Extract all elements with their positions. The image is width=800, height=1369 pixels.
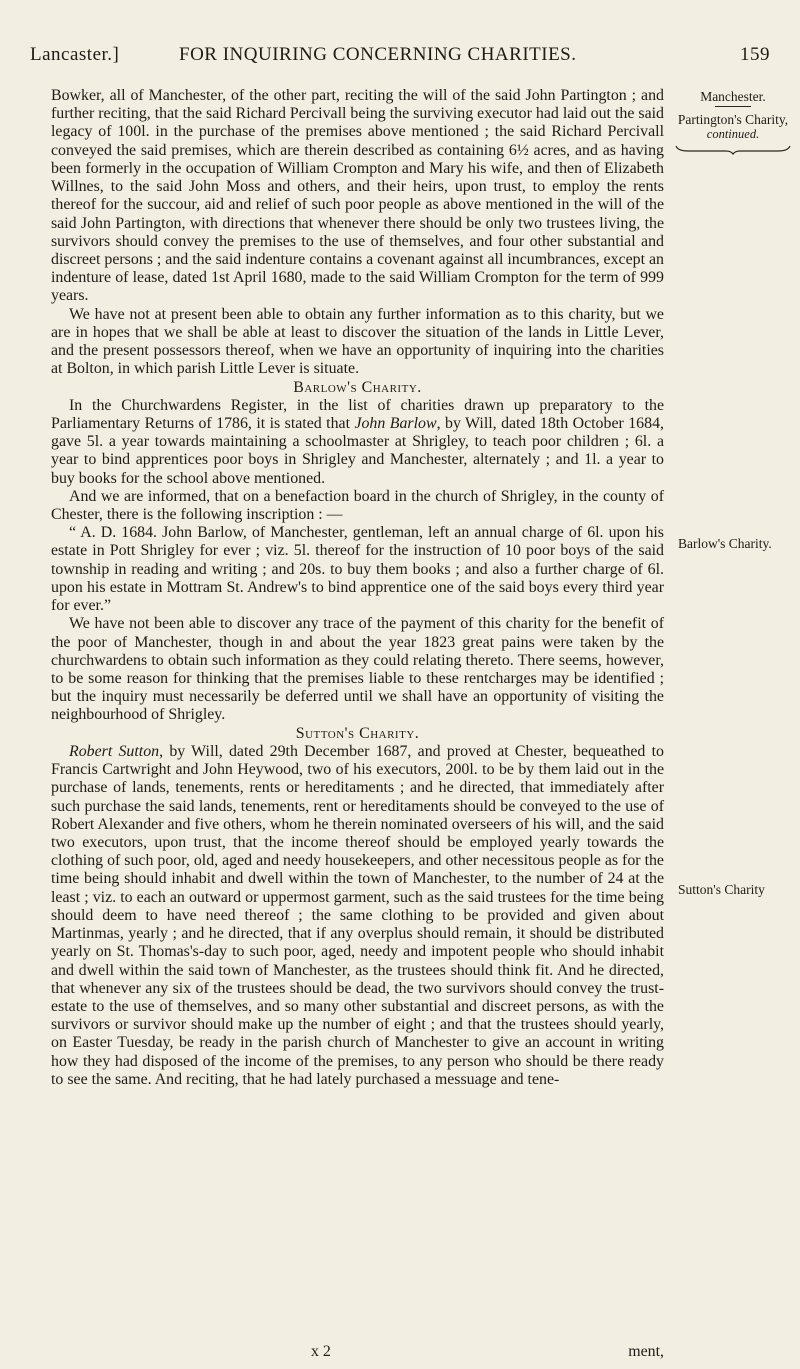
margin-note-sutton: Sutton's Charity xyxy=(678,882,765,897)
margin-note-manchester: Manchester. xyxy=(700,89,766,104)
running-title: FOR INQUIRING CONCERNING CHARITIES. xyxy=(179,44,577,65)
margin-note-barlow: Barlow's Charity. xyxy=(678,536,772,551)
paragraph-inscription: “ A. D. 1684. John Barlow, of Manchester, gentleman, left an annual charge of 6l. upon his estate in Pott Shrigley for ever ; viz. 5l. thereof for the instruction of 10 poor boys of the said township in reading and writing ; and 20s. to buy them books ; and also a further charge of 6l. upon his estate in Mottram St. Andrew's to bind apprentice one of the said boys every third year for ever.” xyxy=(51,524,664,615)
paragraph-no-trace: We have not been able to discover any trace of the payment of this charity for the benefit of the poor of Manchester, though in and about the year 1823 great pains were taken by the churchwardens to obtain such information as they could relating thereto. There seems, however, to be some reason for thinking that the premises liable to these rentcharges may be identified ; but the inquiry must necessarily be deferred until we shall have an opportunity of visiting the neighbourhood of Shrigley. xyxy=(51,615,664,724)
register-text-end: , by Will, dated 18th October 1684, gave 5l. a year towards maintaining a schoolmaster at Shrigley, to teach poor children ; 6l. a year to bind apprentices poor boys in Shrigley and Manchester, alternately ; and 1l. a year to buy books for the school above mentioned. xyxy=(51,414,664,487)
register-text-start: In the Churchwardens Register, in the list of charities drawn up preparatory to the Parliamentary Returns of 1786, it is stated that xyxy=(51,396,664,432)
paragraph-deed-recital: Bowker, all of Manchester, of the other part, reciting the will of the said John Partington ; and further reciting, that the said Richard Percivall being the surviving executor had laid out the said legacy of 100l. in the purchase of the premises above mentioned ; the said Richard Percivall conveyed the said premises, which are therein described as containing 6½ acres, and as having been formerly in the occupation of William Crompton and Mary his wife, and then of Elizabeth Willnes, to the said John Moss and others, and their heirs, upon trust, to employ the rents thereof for the succour, aid and relief of such poor people as above mentioned in the will of the said John Partington, with directions that whenever there should be only two trustees living, the survivors should convey the premises to the use of themselves, and four other substantial and discreet persons ; and the said indenture contains a covenant against all incumbrances, except an indenture of lease, dated 1st April 1680, made to the said William Crompton for the term of 999 years. xyxy=(51,87,664,305)
page-footer xyxy=(51,1343,664,1363)
paragraph-sutton-will xyxy=(51,743,664,1089)
margin-rule xyxy=(715,106,751,107)
brace-icon xyxy=(674,145,792,155)
body-text xyxy=(51,87,664,1089)
margin-note-continued: continued. xyxy=(706,127,760,141)
heading-suttons-charity: Sutton's Charity. xyxy=(295,724,420,742)
paragraph-benefaction-board: And we are informed, that on a benefaction board in the church of Shrigley, in the county of Chester, there is the following inscription : — xyxy=(51,487,664,524)
margin-note-partington xyxy=(672,89,794,158)
name-john-barlow: John Barlow xyxy=(354,414,437,432)
page-number: 159 xyxy=(740,44,770,65)
heading-barlows-charity: Barlow's Charity. xyxy=(293,378,422,396)
running-head-left: Lancaster.] xyxy=(30,44,120,65)
signature-mark: x 2 xyxy=(311,1343,331,1360)
catchword: ment, xyxy=(628,1343,664,1360)
name-robert-sutton: Robert Sutton xyxy=(69,742,160,760)
paragraph-further-information: We have not at present been able to obtain any further information as to this charity, but we are in hopes that we shall be able at least to discover the situation of the lands in Little Lever, and the present possessors thereof, when we have an opportunity of inquiring into the charities at Bolton, in which parish Little Lever is situate. xyxy=(51,305,664,378)
margin-note-partingtons-charity: Partington's Charity, xyxy=(677,112,789,127)
paragraph-churchwardens-register xyxy=(51,397,664,488)
sutton-will-text: , by Will, dated 29th December 1687, and proved at Chester, bequeathed to Francis Cartwright and John Heywood, two of his executors, 200l. to be by them laid out in the purchase of lands, tenements, rents or hereditaments ; and he directed, that immediately after such purchase the said lands, tenements, rent or hereditaments should be conveyed to the use of Robert Alexander and five others, whom he therein nominated overseers of his will, and the said two executors, upon trust, that the income thereof should be employed yearly towards the clothing of such poor, old, aged and needy housekeepers, and other necessitous people as for the time being should inhabit and dwell within the town of Manchester, to the number of 24 at the least ; viz. to each an outward or uppermost garment, such as the said trustees for the time being should deem to have need thereof ; the same clothing to be provided and given about Martinmas, yearly ; and he directed, that if any overplus should remain, it should be distributed yearly on St. Thomas's-day to such poor, aged, needy and impotent people who should inhabit and dwell within the said town of Manchester, as the trustees should think fit. And he directed, that whenever any six of the trustees should be dead, the two survivors should convey the trust-estate to the use of themselves, and so many other substantial and discreet persons, as with the survivors or survivor should make up the number of eight ; and that the trustees should yearly, on Easter Tuesday, be ready in the parish church of Manchester to give an account in writing how they had disposed of the income of the premises, to any person who should be there ready to see the same. And reciting, that he had lately purchased a messuage and tene- xyxy=(51,742,664,1088)
running-header xyxy=(30,44,770,74)
